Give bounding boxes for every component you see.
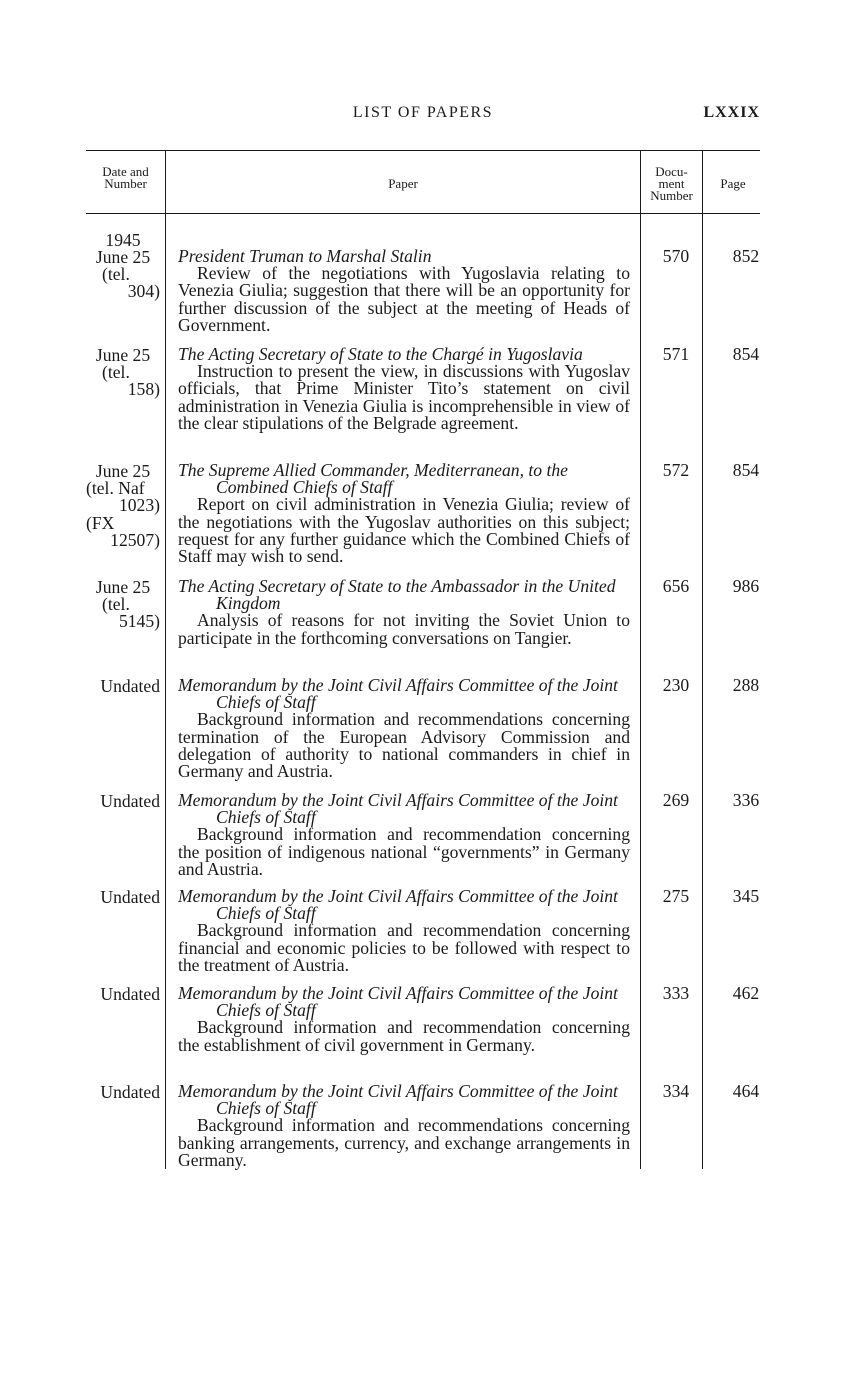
entry-document-number: 333 [662,983,690,1003]
entry-summary: Background information and recommendations concerning termination of the European Advisory Commission and delegation of authority to national commanders in chief in Germany and Austria. [178,709,630,782]
entry-date-line: June 25 [95,461,151,481]
running-head-title: LIST OF PAPERS [352,104,494,121]
entry-document-number: 572 [662,460,690,480]
entry-page-number: 854 [732,344,760,364]
entry-document-number: 656 [662,576,690,596]
entry-document-number: 571 [662,344,690,364]
entry-title: Memorandum by the Joint Civil Affairs Committee of the Joint Chiefs of Staff [178,790,618,828]
entry-document-number: 230 [662,675,690,695]
entry-title: Memorandum by the Joint Civil Affairs Committee of the Joint Chiefs of Staff [178,1081,618,1119]
entry-paper [178,346,630,432]
entry-date [86,249,160,301]
entry-date [86,986,160,1003]
entry-document-number: 570 [662,246,690,266]
entry-date-line: June 25 [95,345,151,365]
entry-title: Memorandum by the Joint Civil Affairs Committee of the Joint Chiefs of Staff [178,983,618,1021]
entry-page-number: 288 [732,675,760,695]
entry-date [86,889,160,906]
entry-paper [178,462,630,565]
entry-date-line: 12507) [110,529,160,550]
entry-summary: Background information and recommendation concerning the position of indigenous national “governments” in Germany and Austria. [178,824,630,879]
running-head [86,104,760,126]
entry-title: The Acting Secretary of State to the Ambassador in the United Kingdom [178,576,616,614]
entry-summary: Background information and recommendation concerning financial and economic policies to be followed with respect to the treatment of Austria. [178,920,630,975]
entry-paper [178,1083,630,1169]
entry-date-line: 5145) [118,611,160,632]
entry-page-number: 852 [732,246,760,266]
entry-page-number: 345 [732,886,760,906]
column-header-doc-line: Number [650,188,693,203]
entry-document-number: 269 [662,790,690,810]
entry-date [86,1084,160,1101]
entry-paper [178,888,630,974]
entry-date-line: Undated [100,676,160,696]
entry-summary: Report on civil administration in Venezia Giulia; review of the negotiations with the Yugoslav authorities on this subject; request for any further guidance which the Combined Chiefs of Staff may wish to send. [178,494,630,567]
entry-summary: Background information and recommendations concerning banking arrangements, currency, and exchange arrangements in Germany. [178,1115,630,1170]
column-header-doc-line: ment [658,176,685,191]
entry-date-line: (tel. [102,362,130,383]
column-header-paper: Paper [388,176,418,191]
entry-date [86,347,160,399]
entry-date-line: (tel. Naf [86,478,145,499]
column-divider [640,150,641,1169]
entry-summary: Background information and recommendation concerning the establishment of civil government in Germany. [178,1017,630,1055]
entry-date-line: (tel. [102,594,130,615]
entry-paper [178,248,630,334]
entry-date [86,579,160,631]
column-divider [702,150,703,1169]
page-numeral: LXXIX [703,104,760,121]
entry-document-number: 334 [662,1081,690,1101]
entry-page-number: 854 [732,460,760,480]
entry-paper [178,985,630,1054]
column-header-date-line: Number [104,176,147,191]
column-header-date [86,166,165,190]
entry-document-number: 275 [662,886,690,906]
entry-page-number: 462 [732,983,760,1003]
entry-date [86,463,160,549]
column-header-doc-line: Docu- [655,164,688,179]
entry-date-line: Undated [100,791,160,811]
table-top-rule [86,150,760,151]
entry-paper [178,578,630,647]
entry-summary: Instruction to present the view, in discussions with Yugoslav officials, that Prime Minister Tito’s statement on civil administration in Venezia Giulia is incomprehensible in view of the clear stipulations of the Belgrade agreement. [178,361,630,433]
year-text: 1945 [105,230,141,250]
entry-date-line: June 25 [95,577,151,597]
column-header-date-line: Date and [102,164,149,179]
entry-title: President Truman to Marshal Stalin [178,246,432,266]
entry-page-number: 336 [732,790,760,810]
entry-date-line: Undated [100,984,160,1004]
entry-paper [178,792,630,878]
entry-date-line: 158) [127,379,160,400]
entry-date-line: (tel. [102,264,130,285]
entry-date-line: 1023) [118,495,160,516]
entry-page-number: 986 [732,576,760,596]
entry-title: Memorandum by the Joint Civil Affairs Committee of the Joint Chiefs of Staff [178,675,618,713]
entry-paper [178,677,630,780]
entry-date-line: 304) [127,281,160,302]
column-divider [165,150,166,1169]
column-header-document-number [641,166,702,202]
entry-date-line: Undated [100,887,160,907]
entry-title: Memorandum by the Joint Civil Affairs Committee of the Joint Chiefs of Staff [178,886,618,924]
entry-date-line: (FX [86,512,115,533]
entry-date-line: Undated [100,1082,160,1102]
column-header-page: Page [720,176,746,191]
entry-date [86,793,160,810]
entry-summary: Review of the negotiations with Yugoslavia relating to Venezia Giulia; suggestion that there will be an opportunity for further discussion of the subject at the meeting of Heads of Government. [178,263,630,335]
entry-title: The Supreme Allied Commander, Mediterranean, to the Combined Chiefs of Staff [178,460,568,498]
entry-summary: Analysis of reasons for not inviting the Soviet Union to participate in the forthcoming conversations on Tangier. [178,610,630,648]
entry-date-line: June 25 [95,247,151,267]
entry-page-number: 464 [732,1081,760,1101]
entry-title: The Acting Secretary of State to the Chargé in Yugoslavia [178,344,583,364]
entry-date [86,678,160,695]
header-bottom-rule [86,213,760,214]
